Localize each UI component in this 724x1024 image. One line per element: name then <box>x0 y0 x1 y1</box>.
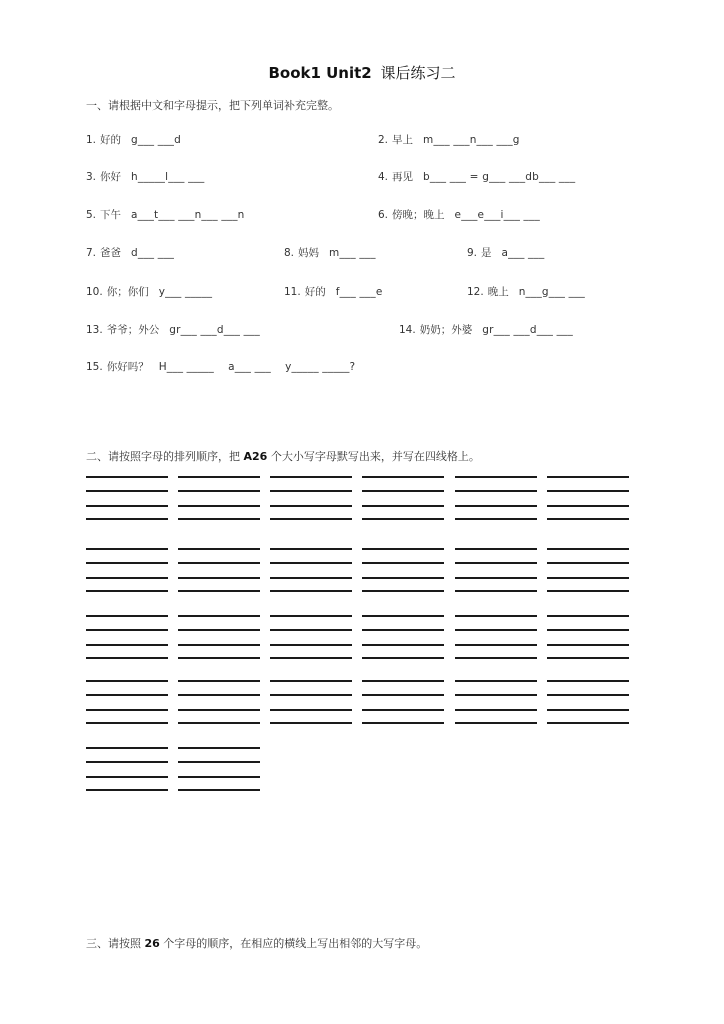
four-line-grid <box>270 476 352 522</box>
exercise-item-2 <box>378 132 520 147</box>
grid-line <box>270 709 352 711</box>
grid-line <box>362 476 444 478</box>
item-number: 10. <box>86 286 103 298</box>
item-number: 1. <box>86 134 97 146</box>
grid-line <box>86 490 168 492</box>
grid-line <box>178 709 260 711</box>
four-line-grid <box>547 476 629 522</box>
item-chinese: 好的 <box>304 286 326 298</box>
grid-line <box>178 644 260 646</box>
item-answer-blank: b___ ___ = g___ ___db___ ___ <box>423 171 576 183</box>
grid-line <box>547 505 629 507</box>
grid-line <box>455 680 537 682</box>
item-answer-blank: a___t___ ___n___ ___n <box>131 209 245 221</box>
grid-line <box>547 680 629 682</box>
grid-line <box>270 694 352 696</box>
four-line-grid <box>86 747 168 793</box>
grid-line <box>455 694 537 696</box>
grid-line <box>362 657 444 659</box>
heading-bold-text: 26 <box>144 937 160 950</box>
item-answer-blank: f___ ___e <box>335 286 383 298</box>
grid-line <box>270 562 352 564</box>
grid-line <box>270 505 352 507</box>
item-answer-blank: m___ ___n___ ___g <box>423 134 520 146</box>
four-line-grid <box>178 476 260 522</box>
four-line-grid <box>86 615 168 661</box>
heading-text: 三、请按照 <box>86 937 145 950</box>
grid-line <box>547 518 629 520</box>
item-answer-blank: h_____l___ ___ <box>131 171 205 183</box>
grid-line <box>455 644 537 646</box>
item-number: 5. <box>86 209 97 221</box>
four-line-grid <box>178 615 260 661</box>
grid-line <box>178 505 260 507</box>
grid-line <box>178 789 260 791</box>
grid-line <box>547 615 629 617</box>
grid-line <box>86 562 168 564</box>
grid-line <box>86 722 168 724</box>
item-chinese: 你；你们 <box>106 286 149 298</box>
grid-line <box>178 629 260 631</box>
item-number: 4. <box>378 171 389 183</box>
exercise-item-4 <box>378 169 575 184</box>
grid-line <box>362 490 444 492</box>
grid-line <box>178 657 260 659</box>
grid-line <box>547 629 629 631</box>
item-answer-blank: H___ _____ a___ ___ y_____ _____? <box>158 361 356 373</box>
item-chinese: 妈妈 <box>298 247 320 259</box>
grid-line <box>547 562 629 564</box>
grid-line <box>86 644 168 646</box>
grid-line <box>270 590 352 592</box>
item-chinese: 你好吗？ <box>106 361 149 373</box>
section3-heading <box>86 935 427 951</box>
section1-heading: 一、请根据中文和字母提示，把下列单词补充完整。 <box>86 99 339 112</box>
exercise-item-12 <box>467 284 585 299</box>
four-line-grid <box>455 615 537 661</box>
grid-line <box>362 644 444 646</box>
grid-line <box>178 722 260 724</box>
item-number: 6. <box>378 209 389 221</box>
grid-line <box>455 490 537 492</box>
grid-line <box>86 548 168 550</box>
grid-line <box>455 722 537 724</box>
grid-line <box>178 577 260 579</box>
grid-line <box>270 518 352 520</box>
exercise-item-7 <box>86 245 174 260</box>
grid-line <box>270 490 352 492</box>
grid-line <box>547 476 629 478</box>
four-line-grid <box>86 548 168 594</box>
exercise-item-5 <box>86 207 245 222</box>
grid-line <box>178 680 260 682</box>
grid-line <box>362 615 444 617</box>
item-chinese: 是 <box>481 247 492 259</box>
grid-line <box>547 590 629 592</box>
item-chinese: 下午 <box>100 209 122 221</box>
exercise-item-10 <box>86 284 212 299</box>
grid-line <box>86 776 168 778</box>
four-line-grid <box>270 680 352 726</box>
item-number: 7. <box>86 247 97 259</box>
grid-line <box>270 644 352 646</box>
grid-line <box>547 490 629 492</box>
item-chinese: 早上 <box>392 134 414 146</box>
grid-line <box>362 562 444 564</box>
item-number: 3. <box>86 171 97 183</box>
grid-line <box>270 722 352 724</box>
four-line-grid <box>362 680 444 726</box>
exercise-item-13 <box>86 322 260 337</box>
grid-line <box>86 789 168 791</box>
item-number: 2. <box>378 134 389 146</box>
grid-line <box>86 590 168 592</box>
grid-line <box>270 629 352 631</box>
grid-line <box>547 709 629 711</box>
exercise-item-1 <box>86 132 181 147</box>
item-chinese: 你好 <box>100 171 122 183</box>
exercise-item-15 <box>86 359 355 374</box>
grid-line <box>455 562 537 564</box>
grid-line <box>547 644 629 646</box>
grid-line <box>86 680 168 682</box>
grid-line <box>362 694 444 696</box>
four-line-grid <box>547 615 629 661</box>
grid-line <box>362 505 444 507</box>
item-answer-blank: gr___ ___d___ ___ <box>169 324 260 336</box>
exercise-item-8 <box>284 245 376 260</box>
exercise-item-3 <box>86 169 205 184</box>
grid-line <box>86 747 168 749</box>
grid-line <box>86 761 168 763</box>
page-title <box>0 62 724 83</box>
grid-line <box>178 490 260 492</box>
four-line-grid <box>455 548 537 594</box>
grid-line <box>178 761 260 763</box>
heading-text: 个字母的顺序，在相应的横线上写出相邻的大写字母。 <box>159 937 428 950</box>
grid-line <box>270 476 352 478</box>
item-chinese: 傍晚；晚上 <box>392 209 445 221</box>
grid-line <box>547 577 629 579</box>
grid-line <box>362 548 444 550</box>
item-number: 15. <box>86 361 103 373</box>
grid-line <box>270 577 352 579</box>
exercise-item-11 <box>284 284 383 299</box>
item-answer-blank: n___g___ ___ <box>518 286 586 298</box>
grid-line <box>455 590 537 592</box>
grid-line <box>86 657 168 659</box>
exercise-item-14 <box>399 322 573 337</box>
four-line-grid <box>178 548 260 594</box>
item-answer-blank: a___ ___ <box>501 247 545 259</box>
grid-line <box>362 680 444 682</box>
title-english: Book1 Unit2 <box>268 64 372 82</box>
grid-line <box>547 548 629 550</box>
grid-line <box>455 615 537 617</box>
heading-text: 二、请按照字母的排列顺序，把 <box>86 450 244 463</box>
grid-line <box>362 518 444 520</box>
grid-line <box>455 518 537 520</box>
four-line-grid <box>362 615 444 661</box>
grid-line <box>455 548 537 550</box>
item-chinese: 爸爸 <box>100 247 122 259</box>
grid-line <box>86 577 168 579</box>
grid-line <box>178 615 260 617</box>
item-chinese: 奶奶；外婆 <box>419 324 473 336</box>
title-chinese: 课后练习二 <box>380 64 456 82</box>
item-answer-blank: d___ ___ <box>131 247 175 259</box>
four-line-grid <box>455 680 537 726</box>
item-chinese: 晚上 <box>487 286 509 298</box>
four-line-grid <box>86 680 168 726</box>
grid-line <box>86 694 168 696</box>
item-number: 12. <box>467 286 484 298</box>
grid-line <box>178 590 260 592</box>
four-line-grid <box>178 680 260 726</box>
grid-line <box>455 476 537 478</box>
item-number: 13. <box>86 324 103 336</box>
grid-line <box>455 629 537 631</box>
item-number: 8. <box>284 247 295 259</box>
item-chinese: 再见 <box>392 171 414 183</box>
exercise-item-9 <box>467 245 544 260</box>
item-answer-blank: m___ ___ <box>329 247 376 259</box>
grid-line <box>362 709 444 711</box>
four-line-grid <box>455 476 537 522</box>
grid-line <box>547 657 629 659</box>
item-answer-blank: e___e___i___ ___ <box>454 209 540 221</box>
grid-line <box>86 615 168 617</box>
grid-line <box>86 505 168 507</box>
four-line-grid <box>547 548 629 594</box>
grid-line <box>86 518 168 520</box>
four-line-grid <box>362 476 444 522</box>
item-chinese: 好的 <box>100 134 122 146</box>
item-number: 14. <box>399 324 416 336</box>
grid-line <box>86 629 168 631</box>
grid-line <box>178 548 260 550</box>
heading-text: 个大小写字母默写出来，并写在四线格上。 <box>267 450 480 463</box>
item-number: 11. <box>284 286 301 298</box>
four-line-grid <box>362 548 444 594</box>
grid-line <box>178 776 260 778</box>
four-line-grid <box>547 680 629 726</box>
grid-line <box>362 722 444 724</box>
heading-bold-text: A26 <box>243 450 268 463</box>
four-line-grid <box>270 615 352 661</box>
item-chinese: 爷爷；外公 <box>106 324 160 336</box>
grid-line <box>362 590 444 592</box>
item-number: 9. <box>467 247 478 259</box>
grid-line <box>178 747 260 749</box>
grid-line <box>178 476 260 478</box>
grid-line <box>270 548 352 550</box>
grid-line <box>178 562 260 564</box>
grid-line <box>270 657 352 659</box>
grid-line <box>270 615 352 617</box>
four-line-grid <box>86 476 168 522</box>
item-answer-blank: gr___ ___d___ ___ <box>482 324 573 336</box>
item-answer-blank: g___ ___d <box>131 134 181 146</box>
grid-line <box>455 709 537 711</box>
grid-line <box>547 694 629 696</box>
grid-line <box>547 722 629 724</box>
grid-line <box>362 629 444 631</box>
section2-heading <box>86 448 480 464</box>
grid-line <box>270 680 352 682</box>
grid-line <box>455 505 537 507</box>
grid-line <box>178 694 260 696</box>
grid-line <box>362 577 444 579</box>
grid-line <box>455 577 537 579</box>
grid-line <box>86 709 168 711</box>
exercise-item-6 <box>378 207 540 222</box>
item-answer-blank: y___ _____ <box>158 286 213 298</box>
grid-line <box>455 657 537 659</box>
four-line-grid <box>270 548 352 594</box>
grid-line <box>86 476 168 478</box>
grid-line <box>178 518 260 520</box>
four-line-grid <box>178 747 260 793</box>
